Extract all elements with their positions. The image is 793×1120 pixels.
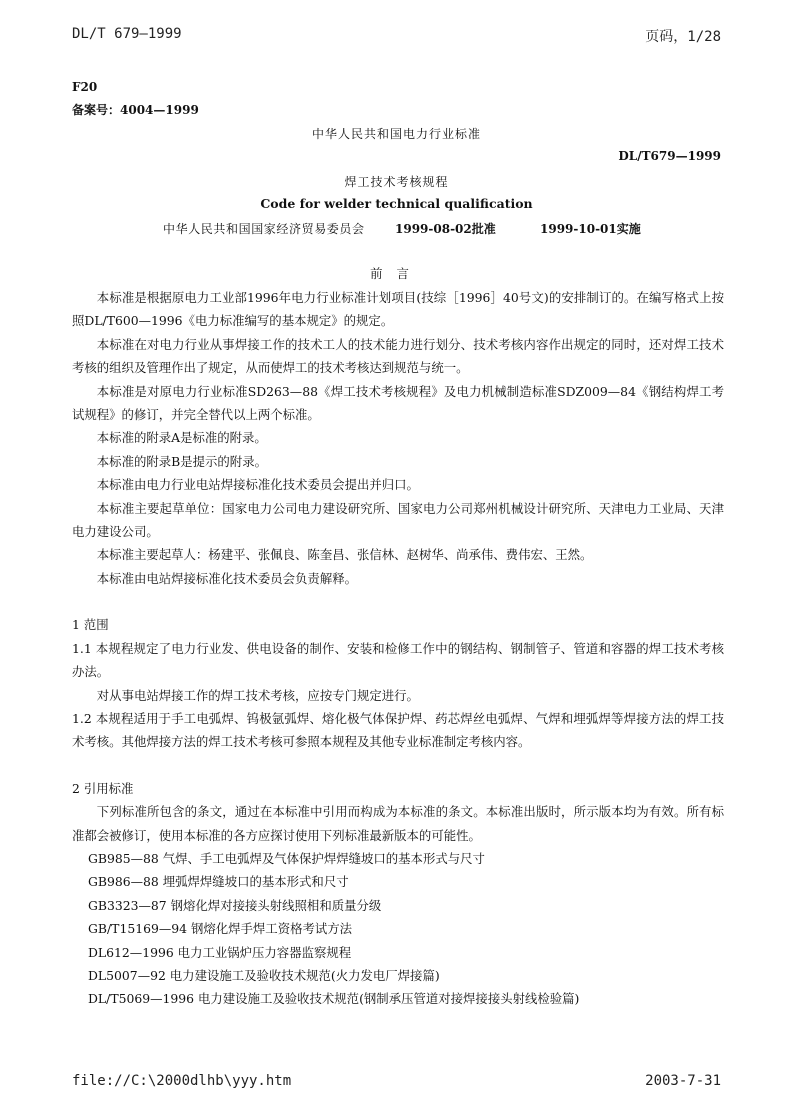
- reference-item: GB985—88 气焊、手工电弧焊及气体保护焊焊缝坡口的基本形式与尺寸: [88, 850, 485, 866]
- title-english: Code for welder technical qualification: [260, 196, 533, 211]
- header-doc-id: DL/T 679—1999: [72, 26, 182, 42]
- reference-item: GB986—88 埋弧焊焊缝坡口的基本形式和尺寸: [88, 874, 349, 890]
- foreword-paragraph: 本标准由电力行业电站焊接标准化技术委员会提出并归口。: [96, 477, 419, 493]
- standard-number: DL/T679—1999: [618, 149, 721, 163]
- reference-item: GB/T15169—94 钢熔化焊手焊工资格考试方法: [88, 921, 353, 937]
- foreword-paragraph: 本标准在对电力行业从事焊接工作的技术工人的技术能力进行划分、技术考核内容作出规定的同时，还对焊工技术考核的组织及管理作出了规定，从而使焊工的技术考核达到规范与统一。: [72, 336, 724, 376]
- reference-item: DL/T5069—1996 电力建设施工及验收技术规范(钢制承压管道对接焊接接头射线检验篇): [88, 991, 580, 1007]
- foreword-paragraph: 本标准的附录A是标准的附录。: [96, 430, 267, 446]
- section-1-1-paragraph: 1.1 本规程规定了电力行业发、供电设备的制作、安装和检修工作中的钢结构、钢制管子、管道和容器的焊工技术考核办法。: [72, 640, 724, 680]
- section-1-note-paragraph: 对从事电站焊接工作的焊工技术考核，应按专门规定进行。: [96, 687, 419, 703]
- record-number: 备案号：4004—1999: [72, 103, 199, 117]
- reference-item: DL612—1996 电力工业锅炉压力容器监察规程: [88, 944, 352, 960]
- title-chinese: 焊工技术考核规程: [344, 175, 449, 189]
- section-2-intro: 下列标准所包含的条文，通过在本标准中引用而构成为本标准的条文。本标准出版时，所示版本均为有效。所有标准都会被修订，使用本标准的各方应探讨使用下列标准最新版本的可能性。: [72, 804, 724, 843]
- foreword-paragraph: 本标准是对原电力行业标准SD263—88《焊工技术考核规程》及电力机械制造标准SDZ009—84《钢结构焊工考试规程》的修订，并完全替代以上两个标准。: [72, 383, 724, 423]
- foreword-paragraph: 本标准的附录B是提示的附录。: [96, 453, 267, 469]
- footer-date: 2003-7-31: [645, 1073, 721, 1089]
- foreword-title: 前言: [370, 266, 423, 281]
- reference-item: DL5007—92 电力建设施工及验收技术规范(火力发电厂焊接篇): [88, 967, 440, 983]
- page-header: [72, 26, 721, 46]
- header-page-number: 页码，1/28: [645, 29, 721, 45]
- foreword-paragraph: 本标准由电站焊接标准化技术委员会负责解释。: [96, 570, 357, 586]
- document-body: [72, 286, 724, 1011]
- section-2-heading: 2 引用标准: [72, 780, 134, 796]
- foreword-paragraph: 本标准主要起草人：杨建平、张佩良、陈奎昌、张信林、赵树华、尚承伟、费伟宏、王然。: [96, 547, 593, 563]
- section-1-2-paragraph: 1.2 本规程适用于手工电弧焊、钨极氩弧焊、熔化极气体保护焊、药芯焊丝电弧焊、气焊和埋弧焊等焊接方法的焊工技术考核。其他焊接方法的焊工技术考核可参照本规程及其他专业标准制定考核内容。: [72, 710, 724, 750]
- industry-standard-title: 中华人民共和国电力行业标准: [311, 127, 481, 141]
- footer-file-path: file://C:\2000dlhb\yyy.htm: [72, 1073, 292, 1089]
- foreword-paragraph: 本标准主要起草单位：国家电力公司电力建设研究所、国家电力公司郑州机械设计研究所、天津电力工业局、天津电力建设公司。: [72, 500, 724, 540]
- reference-item: GB3323—87 钢熔化焊对接接头射线照相和质量分级: [88, 897, 382, 913]
- foreword-paragraph: 本标准是根据原电力工业部1996年电力行业标准计划项目(技综［1996］40号文)的安排制订的。在编写格式上按照DL/T600—1996《电力标准编写的基本规定》的规定。: [72, 290, 724, 329]
- class-code: F20: [72, 80, 98, 94]
- section-1-heading: 1 范围: [72, 617, 109, 633]
- page-footer: [72, 1073, 721, 1089]
- approval-authority: 中华人民共和国国家经济贸易委员会: [163, 222, 365, 236]
- approval-date: 1999-08-02批准: [395, 222, 496, 236]
- effective-date: 1999-10-01实施: [540, 222, 641, 236]
